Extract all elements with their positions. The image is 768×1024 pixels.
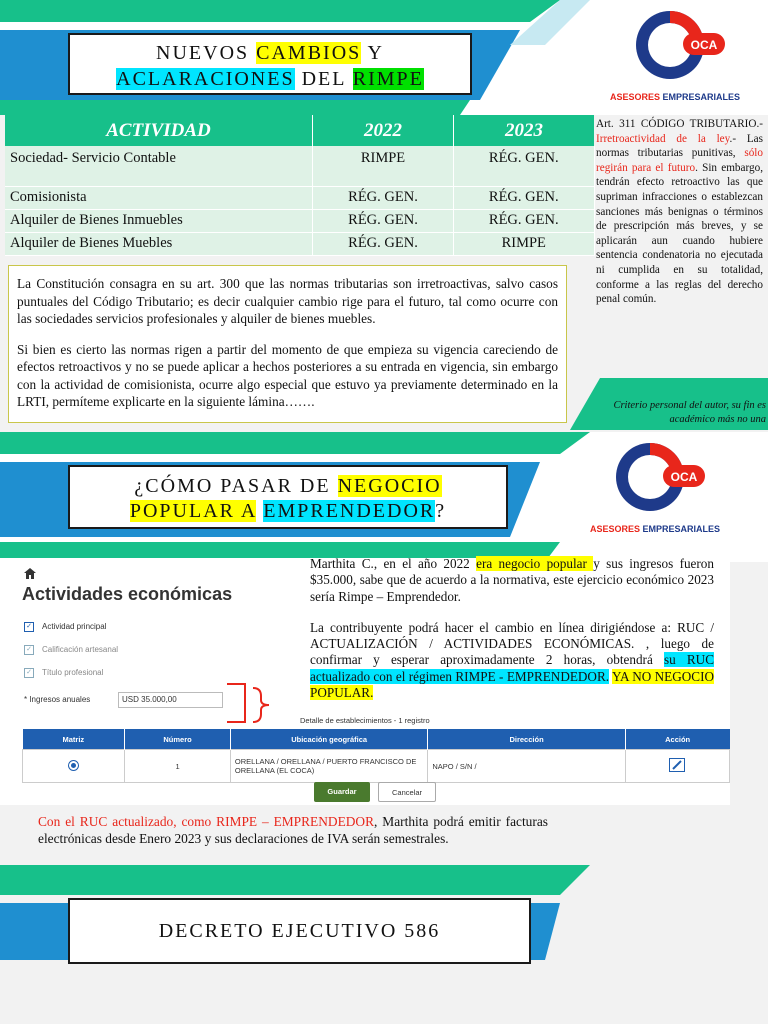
criterio-note: Criterio personal del autor, su fin es académico más no una xyxy=(613,400,766,425)
table-cell: RÉG. GEN. xyxy=(313,186,454,209)
table-cell: RIMPE xyxy=(454,232,595,255)
col-accion: Acción xyxy=(625,729,729,750)
cancelar-button[interactable]: Cancelar xyxy=(378,782,436,802)
col-matriz: Matriz xyxy=(23,729,125,750)
form-title: Actividades económicas xyxy=(22,584,233,604)
banner-text-segment: DEL xyxy=(294,68,353,90)
table-cell: Sociedad- Servicio Contable xyxy=(5,146,313,186)
table-cell: RÉG. GEN. xyxy=(454,209,595,232)
checkbox-icon: ✓ xyxy=(24,622,34,632)
checkbox-icon: ✓ xyxy=(24,645,34,655)
title-banner-rimpe xyxy=(68,33,472,95)
banner-text-segment: ACLARACIONES xyxy=(116,68,295,90)
table-row xyxy=(5,209,594,232)
cell-ubicacion: ORELLANA / ORELLANA / PUERTO FRANCISCO DE ORELLANA (EL COCA) xyxy=(230,750,427,783)
ingresos-label: * Ingresos anuales xyxy=(24,695,91,704)
logo-c-icon xyxy=(585,437,725,517)
activity-table-wrap xyxy=(5,115,595,256)
guardar-button[interactable]: Guardar xyxy=(314,782,370,802)
banner2-line-2: POPULAR A EMPRENDEDOR? xyxy=(129,500,447,522)
check-calificacion-artesanal[interactable]: ✓ Calificación artesanal xyxy=(24,645,118,655)
logo-text-asesores: ASESORES xyxy=(609,92,663,102)
table-cell: RÉG. GEN. xyxy=(454,186,595,209)
edit-icon[interactable] xyxy=(669,758,685,772)
table-cell: RÉG. GEN. xyxy=(313,209,454,232)
table-cell: RÉG. GEN. xyxy=(313,232,454,255)
company-logo-2: OCA ASESORES EMPRESARIALES xyxy=(585,437,725,537)
col-direccion: Dirección xyxy=(428,729,625,750)
table-header-2022: 2022 xyxy=(313,115,454,146)
explanation-para-2: Si bien es cierto las normas rigen a partir del momento de que empieza su vigencia careciendo de efectos retroactivos y no se puede aplicar a hechos posteriores a su entrada en vigencia, sin embargo con la actividad de comisionista, ocurre algo especial que estuvo ya previamente determinado en la LRTI, permíteme explicarte en la siguiente lámina……. xyxy=(17,341,558,409)
table-header-2023: 2023 xyxy=(454,115,595,146)
article-311-text: Art. 311 CÓDIGO TRIBUTARIO.- Irretroactividad de la ley.- Las normas tributarias punitivas, sólo regirán para el futuro. Sin embargo, tendrán efecto retroactivo las que supriman infracciones o establezcan sanciones más benignas o términos de prescripción más breves, y se aplicarán aun cuando hubiere sentencia condenatoria no ejecutada ni cumplida en su totalidad, conforme a las reglas del derecho penal común. xyxy=(596,118,763,306)
establecimientos-table-wrap xyxy=(22,729,730,783)
logo-c-icon xyxy=(605,5,745,85)
criterio-stripe xyxy=(570,378,768,430)
checkbox-icon: ✓ xyxy=(24,668,34,678)
banner-line-2 xyxy=(70,66,470,92)
red-bracket-annotation xyxy=(225,682,285,732)
logo-text-empresariales: EMPRESARIALES xyxy=(662,92,741,102)
home-icon[interactable] xyxy=(24,566,36,584)
table-row xyxy=(5,232,594,255)
ingresos-input[interactable]: USD 35.000,00 xyxy=(118,692,223,708)
table-row xyxy=(5,146,594,186)
title-banner-emprendedor xyxy=(68,465,508,529)
banner-line-1 xyxy=(70,40,470,66)
table-cell: RÉG. GEN. xyxy=(454,146,595,186)
story-para-2: La contribuyente podrá hacer el cambio en línea dirigiéndose a: RUC / ACTUALIZACIÓN / ACTIVIDADES ECONÓMICAS. , luego de confirmar y esperar aproximadamente 2 horas, obtendrá su RUC actualizado con el régimen RIMPE - EMPRENDEDOR. YA NO NEGOCIO POPULAR. xyxy=(310,619,715,701)
check-actividad-principal[interactable]: ✓ Actividad principal xyxy=(24,622,106,632)
detalle-label: Detalle de establecimientos - 1 registro xyxy=(300,716,430,725)
ruc-note: Con el RUC actualizado, como RIMPE – EMPRENDEDOR, Marthita podrá emitir facturas electrónicas desde Enero 2023 y sus declaraciones de IVA serán semestrales. xyxy=(38,814,548,846)
table-row xyxy=(5,186,594,209)
table-cell: Alquiler de Bienes Muebles xyxy=(5,232,313,255)
check-titulo-profesional[interactable]: ✓ Título profesional xyxy=(24,668,103,678)
cell-numero: 1 xyxy=(125,750,231,783)
table-cell: Comisionista xyxy=(5,186,313,209)
banner-text-segment: Y xyxy=(361,42,384,64)
explanation-para-1: La Constitución consagra en su art. 300 que las normas tributarias son irretroactivas, salvo casos puntuales del Código Tributario; es decir cualquier cambio rige para el futuro, tal como ocurre con las sociedades servicios profesionales y alquiler de bienes muebles. xyxy=(17,276,558,326)
banner-text-segment: RIMPE xyxy=(352,68,424,90)
table-header-actividad: ACTIVIDAD xyxy=(5,115,313,146)
title-banner-decreto: DECRETO EJECUTIVO 586 xyxy=(68,898,531,964)
banner-text-segment: CAMBIOS xyxy=(256,42,362,64)
table-cell: RIMPE xyxy=(313,146,454,186)
radio-matriz[interactable] xyxy=(68,760,79,771)
explanation-box xyxy=(8,265,567,423)
company-logo xyxy=(605,5,745,105)
svg-text:OCA: OCA xyxy=(670,470,698,484)
cell-direccion: NAPO / S/N / xyxy=(428,750,625,783)
banner-text-segment: NUEVOS xyxy=(156,42,257,64)
col-numero: Número xyxy=(125,729,231,750)
col-ubicacion: Ubicación geográfica xyxy=(230,729,427,750)
marthita-story xyxy=(310,556,714,701)
svg-text:OCA: OCA xyxy=(690,38,718,52)
story-para-1: Marthita C., en el año 2022 era negocio popular y sus ingresos fueron $35.000, sabe que de acuerdo a la normativa, este ejercicio económico 2023 sería Rimpe – Emprendedor. xyxy=(310,556,714,604)
establecimientos-table xyxy=(22,729,730,783)
banner2-line-1: ¿CÓMO PASAR DE NEGOCIO xyxy=(134,475,442,497)
activity-regime-table xyxy=(5,115,595,256)
table-cell: Alquiler de Bienes Inmuebles xyxy=(5,209,313,232)
table-row xyxy=(23,750,730,783)
